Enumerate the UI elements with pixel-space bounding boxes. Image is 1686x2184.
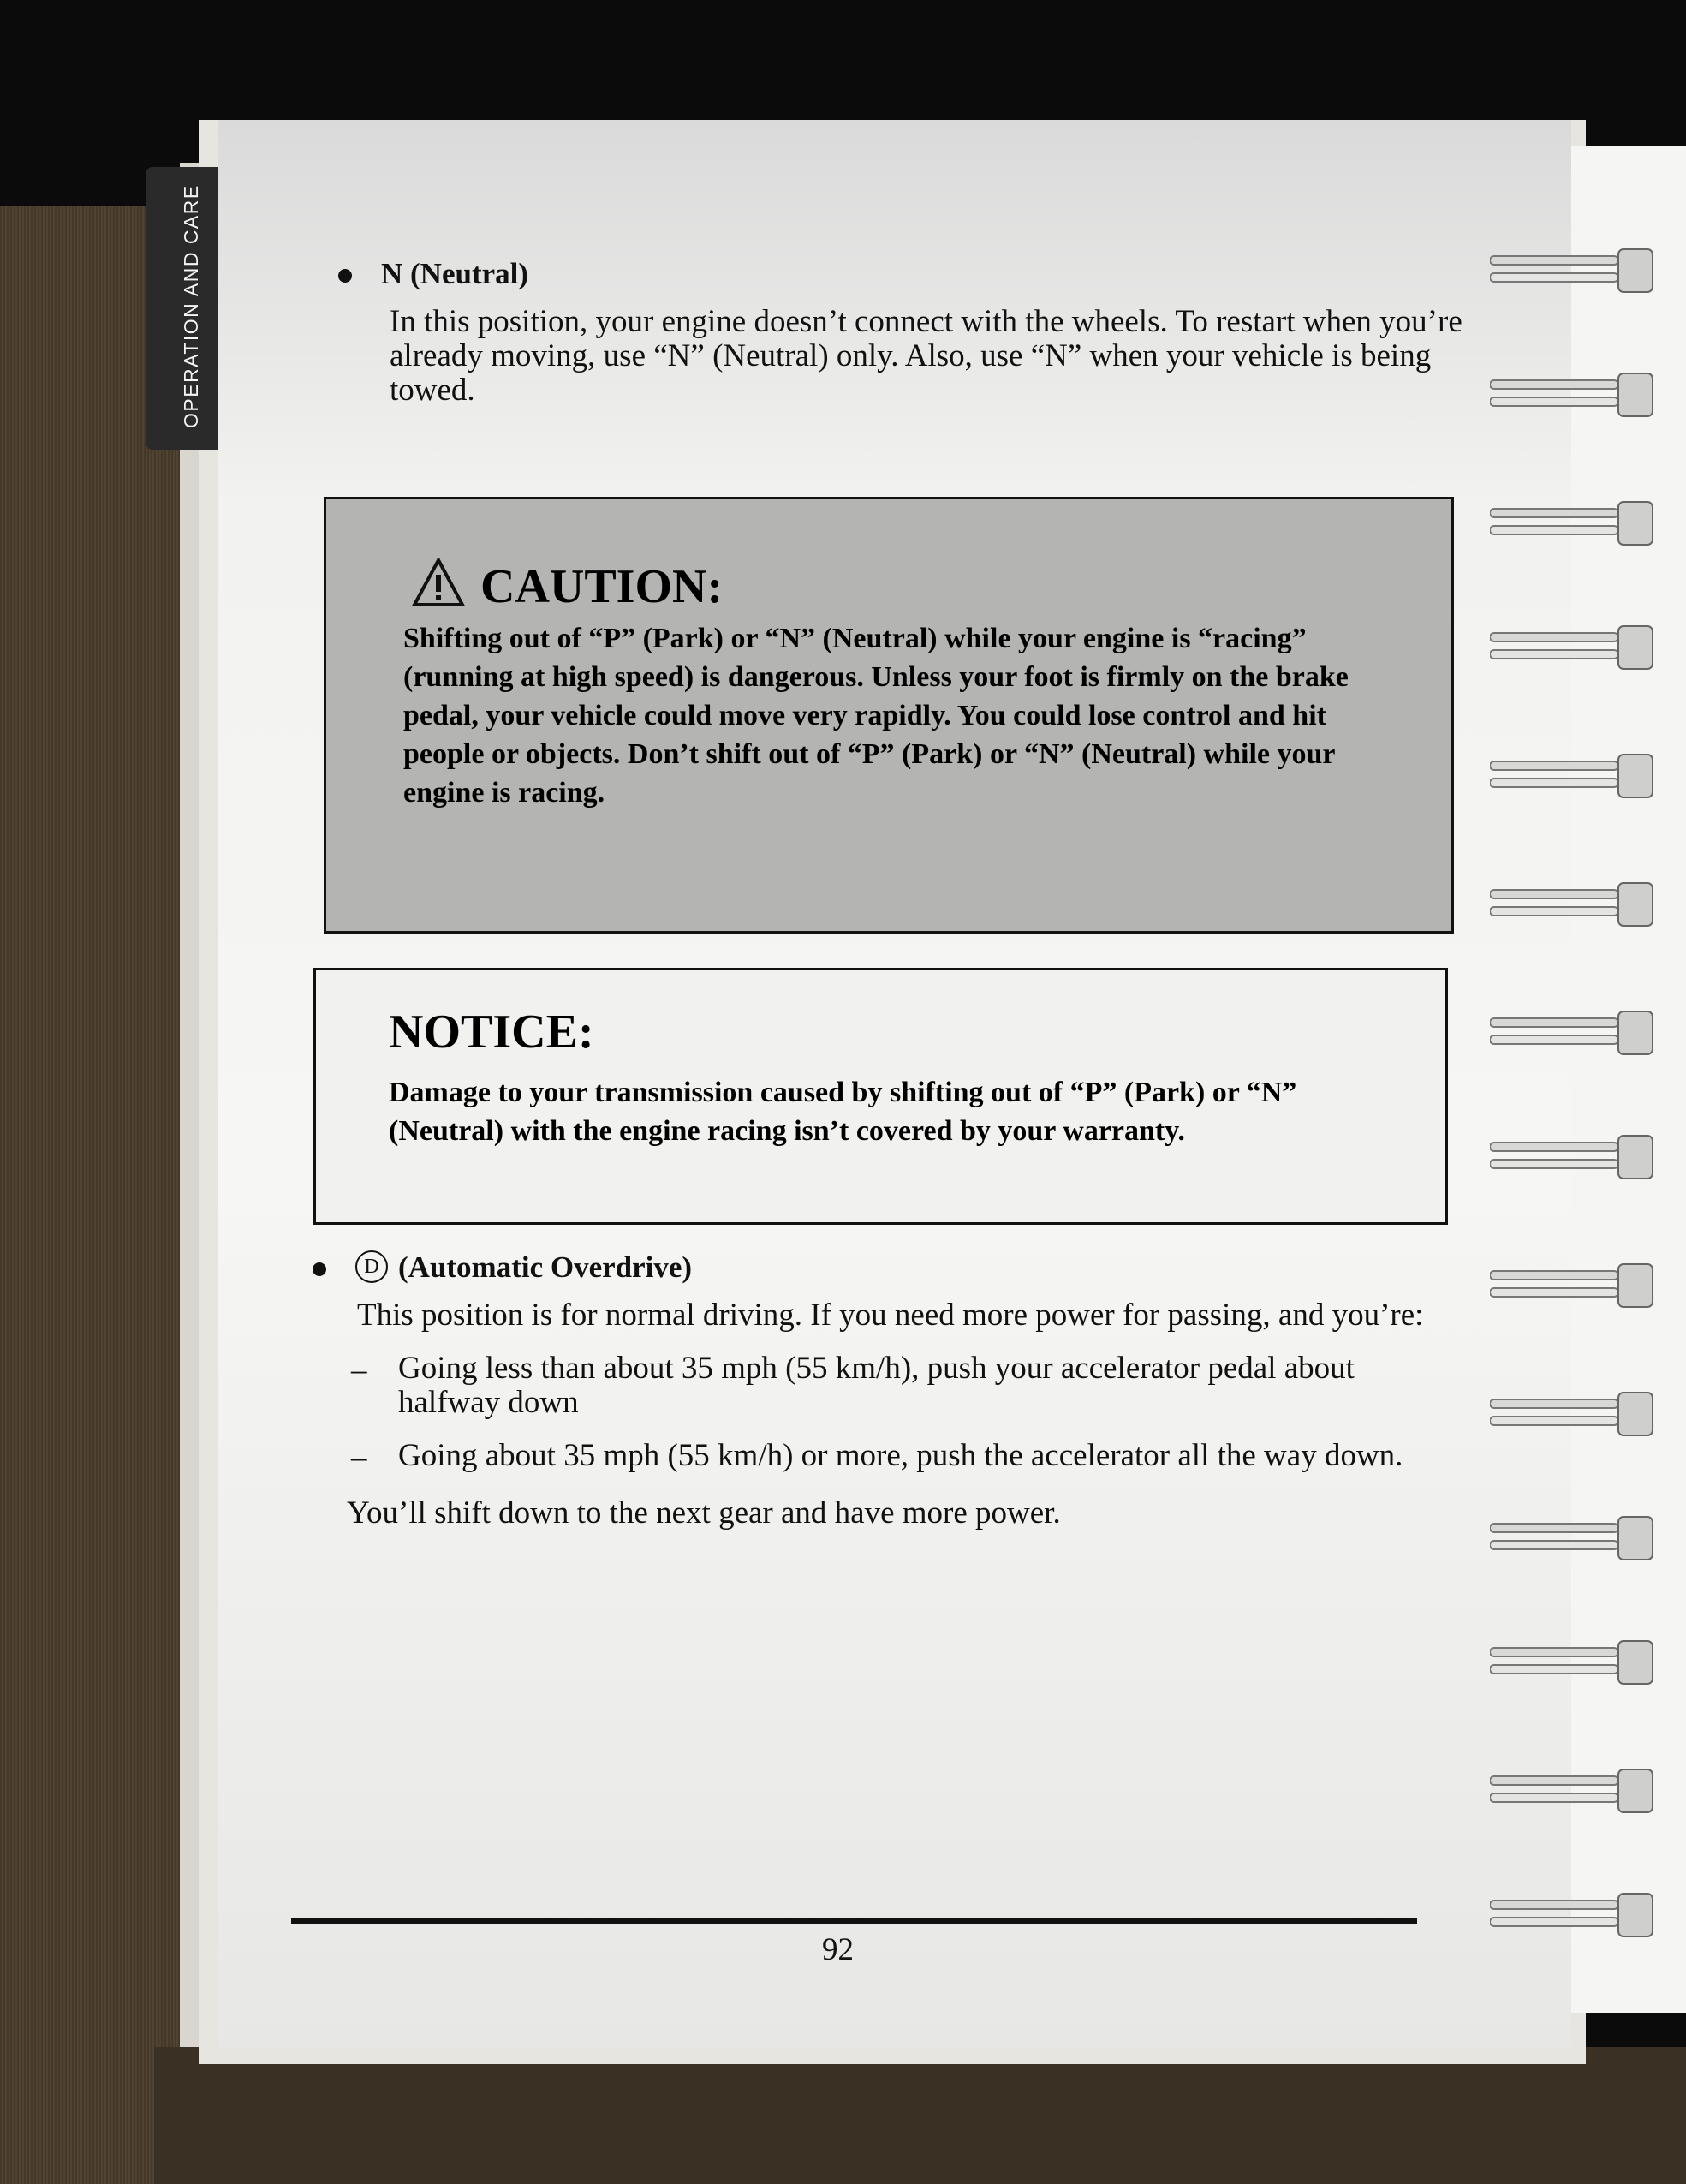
binding-ring bbox=[1490, 1889, 1661, 1943]
bullet-icon bbox=[338, 269, 352, 283]
binding-ring bbox=[1490, 749, 1661, 804]
binding-ring bbox=[1490, 1764, 1661, 1819]
binding-ring bbox=[1490, 621, 1661, 676]
caution-box bbox=[324, 497, 1454, 934]
overdrive-heading: (Automatic Overdrive) bbox=[398, 1250, 693, 1284]
footer-rule bbox=[291, 1918, 1417, 1924]
warning-triangle-icon bbox=[412, 558, 465, 607]
notice-body: Damage to your transmission caused by shifting out of “P” (Park) or “N” (Neutral) with the engine racing isn’t covered by your warranty. bbox=[389, 1077, 1297, 1147]
overdrive-d-icon: D bbox=[355, 1250, 388, 1283]
list-item-text: Going less than about 35 mph (55 km/h), push your accelerator pedal about halfway down bbox=[398, 1351, 1355, 1420]
neutral-body: In this position, your engine doesn’t connect with the wheels. To restart when you’re already moving, use “N” (Neutral) only. Also, use “N” when your vehicle is being towed. bbox=[390, 304, 1463, 408]
binding-ring bbox=[1490, 244, 1661, 299]
binding-ring bbox=[1490, 497, 1661, 552]
binding-ring bbox=[1490, 1387, 1661, 1442]
bullet-icon bbox=[313, 1262, 326, 1276]
overdrive-section bbox=[313, 1250, 1477, 1531]
page-number: 92 bbox=[822, 1932, 854, 1967]
binding-ring bbox=[1490, 1512, 1661, 1566]
binding-ring bbox=[1490, 878, 1661, 933]
binding-ring bbox=[1490, 1259, 1661, 1314]
list-item-text: Going about 35 mph (55 km/h) or more, push the accelerator all the way down. bbox=[398, 1438, 1403, 1473]
binding-ring bbox=[1490, 1636, 1661, 1691]
binding-ring bbox=[1490, 1131, 1661, 1185]
section-tab-label: OPERATION AND CARE bbox=[180, 184, 202, 428]
caution-title: CAUTION: bbox=[480, 560, 724, 613]
binding-ring bbox=[1490, 1006, 1661, 1061]
binder-cover-bottom bbox=[154, 2047, 1686, 2184]
neutral-section bbox=[338, 257, 1469, 408]
dash-marker: – bbox=[351, 1352, 367, 1387]
notice-title: NOTICE: bbox=[389, 1005, 594, 1059]
dash-marker: – bbox=[351, 1440, 367, 1475]
overdrive-intro: This position is for normal driving. If you need more power for passing, and you’re: bbox=[357, 1298, 1424, 1333]
neutral-heading: N (Neutral) bbox=[381, 257, 529, 290]
facing-page-edge bbox=[1571, 146, 1686, 2013]
list-item bbox=[351, 1352, 1477, 1420]
overdrive-closing: You’ll shift down to the next gear and have more power. bbox=[347, 1495, 1061, 1531]
list-item bbox=[351, 1439, 1477, 1476]
binding-ring bbox=[1490, 368, 1661, 423]
caution-body: Shifting out of “P” (Park) or “N” (Neutral) while your engine is “racing” (running at high speed) is dangerous. Unless your foot is firmly on the brake pedal, your vehicle could move very rapidly. You could lose control and hit people or objects. Don’t shift out of “P” (Park) or “N” (Neutral) while your engine is racing. bbox=[403, 623, 1349, 809]
notice-box bbox=[313, 968, 1448, 1225]
